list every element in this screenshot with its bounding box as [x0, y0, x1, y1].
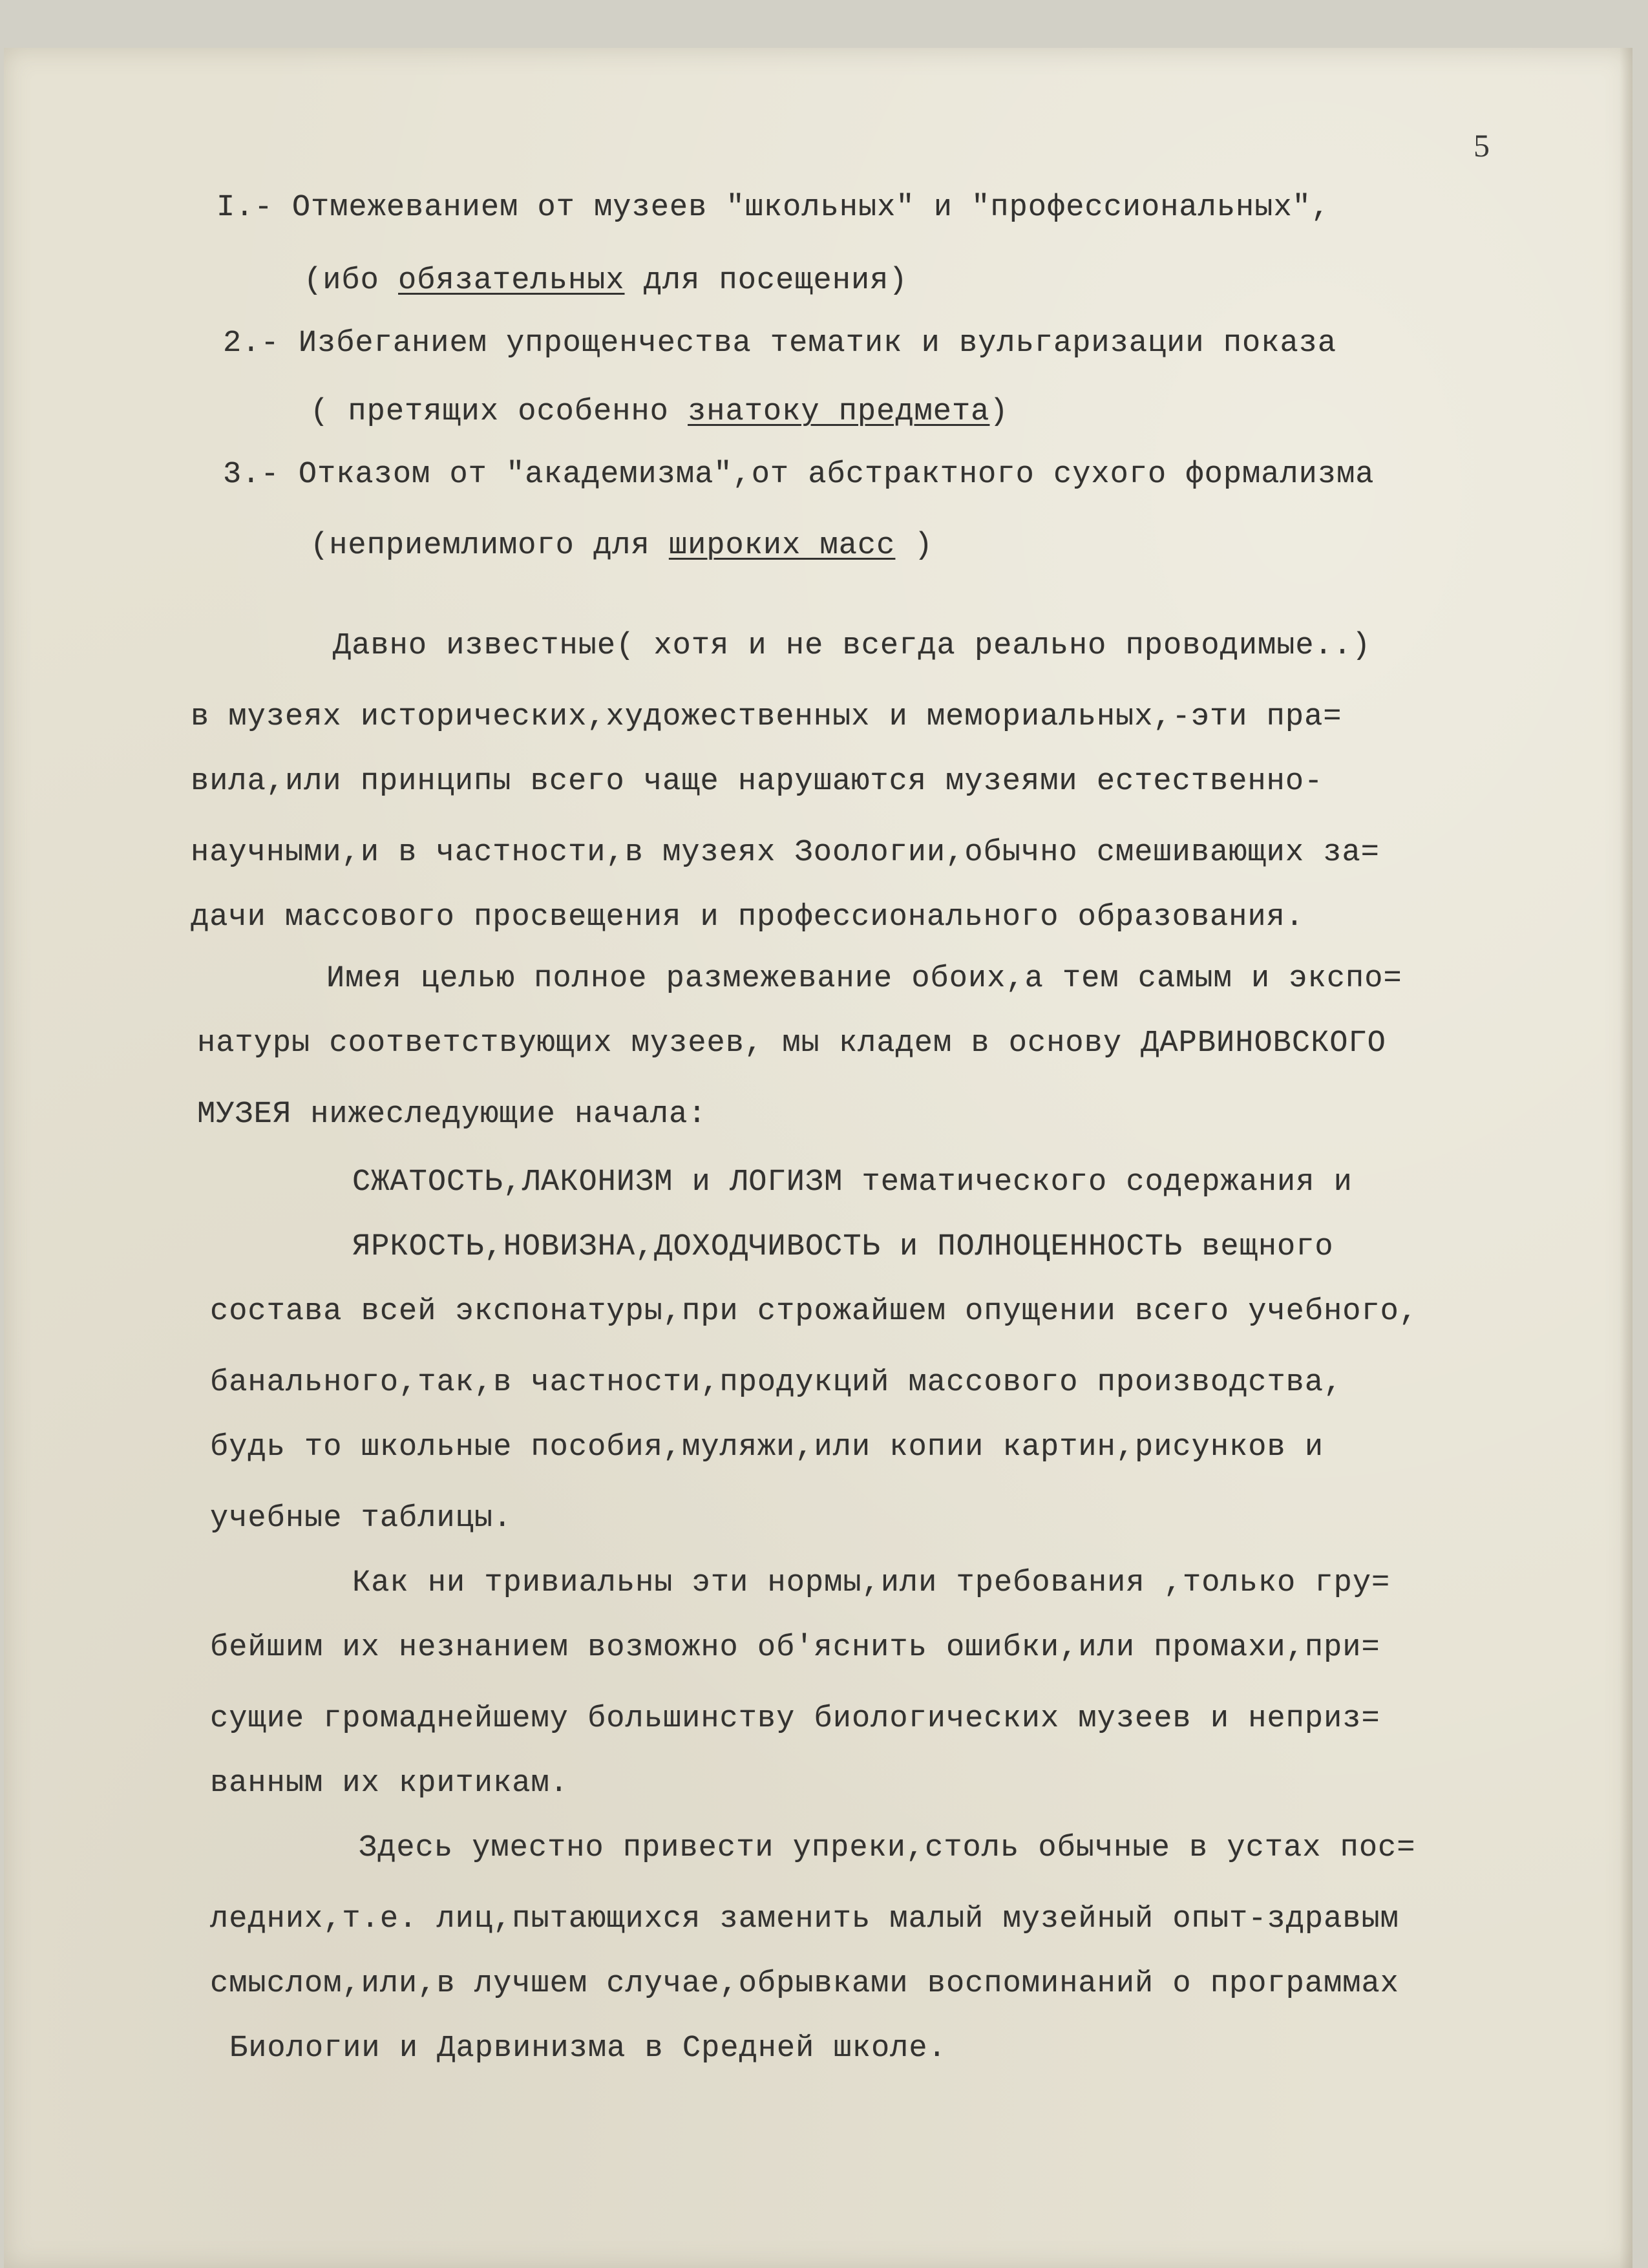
paragraph-2-line-2: натуры соответствующих музеев, мы кладем в основу ДАРВИНОВСКОГО	[197, 1026, 1386, 1061]
list-item-2-underlined: знатоку предмета	[688, 395, 990, 429]
list-item-3-text-post: )	[895, 529, 933, 563]
paragraph-1-line-5: дачи массового просвещения и профессионального образования.	[191, 900, 1305, 935]
paragraph-5-line-2: ледних,т.е. лиц,пытающихся заменить малый музейный опыт-здравым	[210, 1902, 1399, 1936]
list-item-2-line-1: 2.- Избеганием упрощенчества тематик и вульгаризации показа	[223, 326, 1337, 361]
list-item-1-text-pre: (ибо	[304, 264, 399, 298]
paragraph-1-line-2: в музеях исторических,художественных и мемориальных,-эти пра=	[191, 700, 1342, 734]
list-item-2-line-2	[310, 393, 1009, 432]
paragraph-3-line-2: банального,так,в частности,продукций массового производства,	[210, 1366, 1343, 1400]
list-item-3-underlined: широких масс	[668, 529, 896, 563]
list-item-2-text-pre: ( претящих особенно	[310, 395, 688, 429]
paragraph-1-line-4: научными,и в частности,в музеях Зоологии,обычно смешивающих за=	[191, 836, 1380, 870]
paragraph-2-line-3: МУЗЕЯ нижеследующие начала:	[197, 1097, 707, 1132]
paragraph-1-line-1: Давно известные( хотя и не всегда реально проводимые..)	[333, 629, 1371, 663]
principle-line-2: ЯРКОСТЬ,НОВИЗНА,ДОХОДЧИВОСТЬ и ПОЛНОЦЕННОСТЬ вещного	[352, 1230, 1334, 1264]
page-number: 5	[1474, 127, 1490, 164]
principle-line-1: СЖАТОСТЬ,ЛАКОНИЗМ и ЛОГИЗМ тематического содержания и	[352, 1165, 1353, 1200]
paragraph-4-line-1: Как ни тривиальны эти нормы,или требования ,только гру=	[352, 1566, 1391, 1600]
paragraph-4-line-3: сущие громаднейшему большинству биологических музеев и неприз=	[210, 1702, 1380, 1736]
list-item-1-text-post: для посещения)	[624, 264, 908, 298]
paragraph-2-line-1: Имея целью полное размежевание обоих,а тем самым и экспо=	[326, 962, 1402, 996]
paragraph-5-line-3: смыслом,или,в лучшем случае,обрывками воспоминаний о программах	[210, 1967, 1399, 2001]
paragraph-3-line-4: учебные таблицы.	[210, 1501, 512, 1536]
paragraph-4-line-4: ванным их критикам.	[210, 1766, 569, 1801]
list-item-3-text-pre: (неприемлимого для	[310, 529, 669, 563]
list-item-1-line-1: I.- Отмежеванием от музеев "школьных" и "профессиональных",	[217, 191, 1331, 225]
paragraph-1-line-3: вила,или принципы всего чаще нарушаются музеями естественно-	[191, 765, 1324, 799]
paragraph-3-line-3: будь то школьные пособия,муляжи,или копии картин,рисунков и	[210, 1430, 1324, 1465]
list-item-1-underlined: обязательных	[398, 264, 625, 298]
list-item-3-line-2	[310, 527, 933, 566]
page-edge-shadow	[1620, 48, 1632, 2268]
paragraph-5-line-1: Здесь уместно привести упреки,столь обычные в устах пос=	[359, 1831, 1416, 1865]
list-item-2-text-post: )	[989, 395, 1009, 429]
paragraph-5-line-4: Биологии и Дарвинизма в Средней школе.	[229, 2031, 947, 2066]
paragraph-3-line-1: состава всей экспонатуры,при строжайшем опущении всего учебного,	[210, 1295, 1419, 1329]
paragraph-4-line-2: бейшим их незнанием возможно об'яснить ошибки,или промахи,при=	[210, 1631, 1380, 1665]
list-item-3-line-1: 3.- Отказом от "академизма",от абстрактного сухого формализма	[223, 458, 1375, 492]
list-item-1-line-2	[304, 262, 908, 301]
